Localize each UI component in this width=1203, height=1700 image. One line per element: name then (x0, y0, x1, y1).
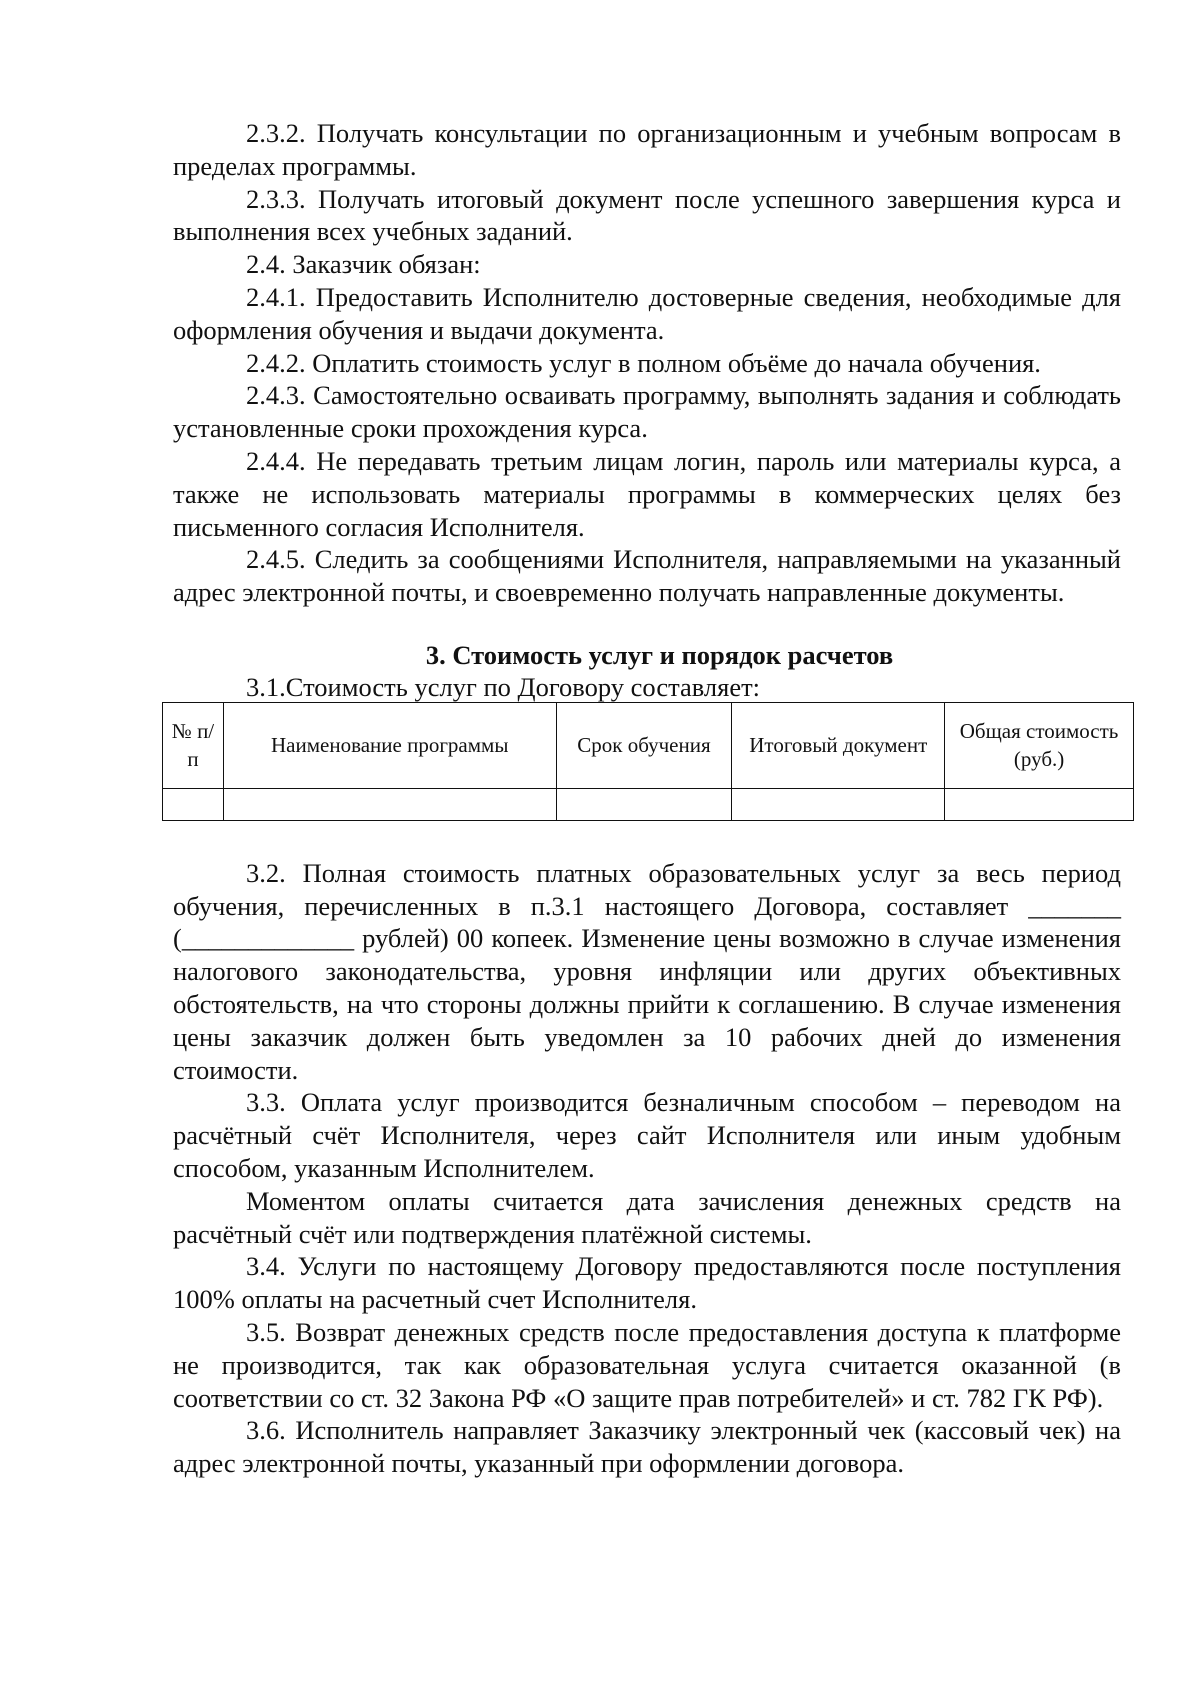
cost-table-header-row (163, 702, 1134, 788)
clause-3-2: 3.2. Полная стоимость платных образовательных услуг за весь период обучения, перечисленных в п.3.1 настоящего Договора, составляет _______ (_____________ рублей) 00 копеек. Изменение цены возможно в случае изменения налогового законодательства, уровня инфляции или других объективных обстоятельств, на что стороны должны прийти к соглашению. В случае изменения цены заказчик должен быть уведомлен за 10 рабочих дней до изменения стоимости. (173, 857, 1121, 1085)
clause-3-3: 3.3. Оплата услуг производится безналичным способом – переводом на расчётный счёт Исполнителя, через сайт Исполнителя или иным удобным способом, указанным Исполнителем. (173, 1087, 1121, 1183)
header-cell-document: Итоговый документ (732, 702, 945, 788)
clause-2-4-3: 2.4.3. Самостоятельно осваивать программу, выполнять задания и соблюдать установленные сроки прохождения курса. (173, 380, 1121, 444)
header-cell-number: № п/ п (163, 702, 224, 788)
table-cell (163, 788, 224, 820)
table-cell (223, 788, 556, 820)
header-cell-program: Наименование программы (223, 702, 556, 788)
header-cell-cost: Общая стоимость (руб.) (945, 702, 1134, 788)
table-cell (945, 788, 1134, 820)
clause-2-4-1: 2.4.1. Предоставить Исполнителю достоверные сведения, необходимые для оформления обучения и выдачи документа. (173, 281, 1121, 345)
table-cell (732, 788, 945, 820)
clause-3-1: 3.1.Стоимость услуг по Договору составляет: (246, 671, 761, 702)
clause-2-3-3: 2.3.3. Получать итоговый документ после успешного завершения курса и выполнения всех учебных заданий. (173, 183, 1121, 247)
section-3-heading: 3. Стоимость услуг и порядок расчетов (425, 639, 894, 670)
clause-3-4: 3.4. Услуги по настоящему Договору предоставляются после поступления 100% оплаты на расчетный счет Исполнителя. (173, 1251, 1121, 1315)
clause-2-4-5: 2.4.5. Следить за сообщениями Исполнителя, направляемыми на указанный адрес электронной почты, и своевременно получать направленные документы. (173, 544, 1121, 608)
clause-3-3-payment-moment: Моментом оплаты считается дата зачисления денежных средств на расчётный счёт или подтверждения платёжной системы. (173, 1185, 1121, 1249)
document-page (173, 117, 1121, 1480)
clause-2-4-4: 2.4.4. Не передавать третьим лицам логин, пароль или материалы курса, а также не использовать материалы программы в коммерческих целях без письменного согласия Исполнителя. (173, 445, 1121, 542)
table-row (163, 788, 1134, 820)
header-cell-duration: Срок обучения (556, 702, 732, 788)
spacer (173, 609, 1121, 639)
clause-2-4: 2.4. Заказчик обязан: (246, 249, 481, 280)
cost-table (162, 702, 1134, 821)
clause-2-3-2: 2.3.2. Получать консультации по организационным и учебным вопросам в пределах программы. (173, 118, 1121, 181)
clause-2-4-2: 2.4.2. Оплатить стоимость услуг в полном объёме до начала обучения. (246, 347, 1041, 378)
spacer (173, 821, 1121, 857)
clause-3-5: 3.5. Возврат денежных средств после предоставления доступа к платформе не производится, так как образовательная услуга считается оказанной (в соответствии со ст. 32 Закона РФ «О защите прав потребителей» и ст. 782 ГК РФ). (173, 1316, 1121, 1413)
clause-3-6: 3.6. Исполнитель направляет Заказчику электронный чек (кассовый чек) на адрес электронной почты, указанный при оформлении договора. (173, 1415, 1121, 1479)
table-cell (556, 788, 732, 820)
